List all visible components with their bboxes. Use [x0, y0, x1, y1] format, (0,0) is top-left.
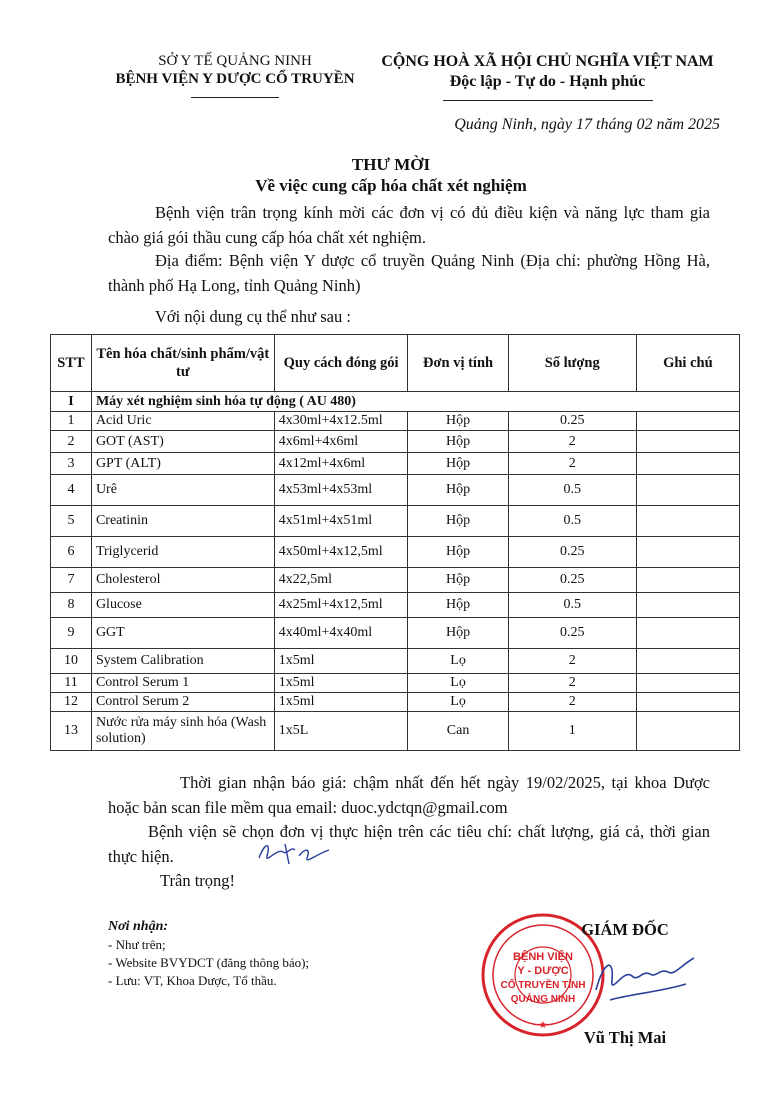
table-row — [51, 618, 740, 649]
row-unit: Can — [408, 712, 508, 751]
table-row — [51, 674, 740, 693]
row-qty: 1 — [508, 712, 636, 751]
row-name: GOT (AST) — [91, 431, 274, 453]
director-signature — [590, 950, 700, 1010]
row-name: GGT — [91, 618, 274, 649]
row-note — [636, 568, 739, 593]
row-unit: Hộp — [408, 618, 508, 649]
row-name: Acid Uric — [91, 412, 274, 431]
row-note — [636, 453, 739, 475]
row-qty: 0.25 — [508, 618, 636, 649]
table-row — [51, 649, 740, 674]
row-note — [636, 431, 739, 453]
row-spec: 4x12ml+4x6ml — [274, 453, 408, 475]
row-spec: 4x6ml+4x6ml — [274, 431, 408, 453]
row-name: Control Serum 2 — [91, 693, 274, 712]
row-spec: 4x30ml+4x12.5ml — [274, 412, 408, 431]
row-qty: 2 — [508, 649, 636, 674]
svg-text:BỆNH VIỆN: BỆNH VIỆN — [513, 951, 573, 963]
signer-position: GIÁM ĐỐC — [581, 920, 669, 939]
subject-line: Về việc cung cấp hóa chất xét nghiệm — [255, 176, 527, 195]
table-row — [51, 453, 740, 475]
row-note — [636, 712, 739, 751]
group-row — [51, 392, 740, 412]
issuing-organization — [70, 52, 400, 98]
group-name: Máy xét nghiệm sinh hóa tự động ( AU 480) — [91, 392, 739, 412]
row-name: Creatinin — [91, 506, 274, 537]
motto: Độc lập - Tự do - Hạnh phúc — [449, 73, 646, 90]
header-name: Tên hóa chất/sinh phẩm/vật tư — [91, 335, 274, 392]
row-qty: 0.5 — [508, 593, 636, 618]
deadline-paragraph: Thời gian nhận báo giá: chậm nhất đến hết ngày 19/02/2025, tại khoa Dược hoặc bản scan file mềm qua email: duoc.ydctqn@gmail.com — [108, 773, 710, 817]
row-stt: 9 — [51, 618, 92, 649]
table-row — [51, 568, 740, 593]
svg-text:Y - DƯỢC: Y - DƯỢC — [517, 965, 569, 977]
table-row — [51, 475, 740, 506]
row-stt: 8 — [51, 593, 92, 618]
row-note — [636, 649, 739, 674]
row-spec: 4x51ml+4x51ml — [274, 506, 408, 537]
row-note — [636, 674, 739, 693]
table-header-row — [51, 335, 740, 392]
row-stt: 3 — [51, 453, 92, 475]
row-unit: Lọ — [408, 674, 508, 693]
row-spec: 1x5ml — [274, 693, 408, 712]
svg-text:★: ★ — [538, 1020, 548, 1031]
row-note — [636, 412, 739, 431]
row-qty: 0.5 — [508, 506, 636, 537]
recipients-heading: Nơi nhận: — [108, 919, 169, 934]
row-stt: 10 — [51, 649, 92, 674]
motto-divider — [443, 100, 653, 101]
header-divider — [191, 97, 279, 98]
header-unit: Đơn vị tính — [408, 335, 508, 392]
hospital-name: BỆNH VIỆN Y DƯỢC CỔ TRUYỀN — [115, 71, 355, 87]
row-spec: 4x22,5ml — [274, 568, 408, 593]
row-unit: Lọ — [408, 693, 508, 712]
parent-org: SỞ Y TẾ QUẢNG NINH — [158, 53, 312, 69]
row-note — [636, 593, 739, 618]
row-spec: 4x25ml+4x12,5ml — [274, 593, 408, 618]
row-unit: Hộp — [408, 568, 508, 593]
row-stt: 6 — [51, 537, 92, 568]
row-name: Triglycerid — [91, 537, 274, 568]
row-note — [636, 537, 739, 568]
header-stt: STT — [51, 335, 92, 392]
row-spec: 1x5L — [274, 712, 408, 751]
row-unit: Hộp — [408, 537, 508, 568]
row-stt: 1 — [51, 412, 92, 431]
row-spec: 4x53ml+4x53ml — [274, 475, 408, 506]
row-stt: 4 — [51, 475, 92, 506]
row-qty: 0.25 — [508, 537, 636, 568]
row-name: GPT (ALT) — [91, 453, 274, 475]
row-note — [636, 693, 739, 712]
row-unit: Hộp — [408, 475, 508, 506]
signer-name: Vũ Thị Mai — [583, 1028, 667, 1047]
row-qty: 2 — [508, 431, 636, 453]
row-stt: 7 — [51, 568, 92, 593]
row-note — [636, 475, 739, 506]
row-name: Control Serum 1 — [91, 674, 274, 693]
row-stt: 5 — [51, 506, 92, 537]
row-spec: 4x50ml+4x12,5ml — [274, 537, 408, 568]
row-unit: Hộp — [408, 412, 508, 431]
row-name: Glucose — [91, 593, 274, 618]
table-row — [51, 712, 740, 751]
row-stt: 2 — [51, 431, 92, 453]
table-row — [51, 593, 740, 618]
row-name: Nước rửa máy sinh hóa (Wash solution) — [91, 712, 274, 751]
content-intro: Với nội dung cụ thể như sau : — [155, 307, 351, 326]
table-row — [51, 537, 740, 568]
initial-signature — [255, 838, 333, 868]
row-note — [636, 618, 739, 649]
row-stt: 11 — [51, 674, 92, 693]
row-name: Cholesterol — [91, 568, 274, 593]
header-note: Ghi chú — [636, 335, 739, 392]
criteria-paragraph: Bệnh viện sẽ chọn đơn vị thực hiện trên các tiêu chí: chất lượng, giá cả, thời gian thực hiện. — [108, 822, 710, 866]
document-title — [0, 154, 782, 196]
row-note — [636, 506, 739, 537]
country-name: CỘNG HOÀ XÃ HỘI CHỦ NGHĨA VIỆT NAM — [381, 53, 714, 70]
table-row — [51, 431, 740, 453]
row-name: System Calibration — [91, 649, 274, 674]
national-motto — [370, 52, 725, 101]
row-spec: 1x5ml — [274, 674, 408, 693]
row-unit: Hộp — [408, 431, 508, 453]
svg-text:CỔ TRUYỀN TỈNH: CỔ TRUYỀN TỈNH — [500, 980, 586, 991]
row-qty: 0.25 — [508, 568, 636, 593]
row-stt: 13 — [51, 712, 92, 751]
row-unit: Hộp — [408, 506, 508, 537]
table-row — [51, 506, 740, 537]
row-qty: 2 — [508, 674, 636, 693]
intro-paragraph: Bệnh viện trân trọng kính mời các đơn vị có đủ điều kiện và năng lực tham gia chào giá gói thầu cung cấp hóa chất xét nghiệm. — [108, 203, 710, 247]
recipient-item: - Lưu: VT, Khoa Dược, Tổ thầu. — [108, 973, 277, 988]
recipients-block — [108, 918, 428, 990]
table-row — [51, 693, 740, 712]
row-unit: Hộp — [408, 593, 508, 618]
row-qty: 0.5 — [508, 475, 636, 506]
row-qty: 2 — [508, 693, 636, 712]
row-spec: 1x5ml — [274, 649, 408, 674]
document-date: Quảng Ninh, ngày 17 tháng 02 năm 2025 — [454, 116, 720, 133]
header-qty: Số lượng — [508, 335, 636, 392]
row-stt: 12 — [51, 693, 92, 712]
svg-text:QUẢNG NINH: QUẢNG NINH — [510, 994, 576, 1005]
row-qty: 2 — [508, 453, 636, 475]
items-table — [50, 334, 740, 751]
group-stt: I — [51, 392, 92, 412]
table-row — [51, 412, 740, 431]
row-qty: 0.25 — [508, 412, 636, 431]
row-name: Urê — [91, 475, 274, 506]
recipient-item: - Website BVYDCT (đăng thông báo); — [108, 955, 310, 970]
row-unit: Hộp — [408, 453, 508, 475]
row-unit: Lọ — [408, 649, 508, 674]
closing: Trân trọng! — [160, 871, 236, 890]
row-spec: 4x40ml+4x40ml — [274, 618, 408, 649]
recipient-item: - Như trên; — [108, 937, 166, 952]
location-paragraph: Địa điểm: Bệnh viện Y dược cổ truyền Quảng Ninh (Địa chỉ: phường Hồng Hà, thành phố Hạ Long, tỉnh Quảng Ninh) — [108, 251, 710, 295]
header-spec: Quy cách đóng gói — [274, 335, 408, 392]
title-line: THƯ MỜI — [351, 155, 431, 174]
